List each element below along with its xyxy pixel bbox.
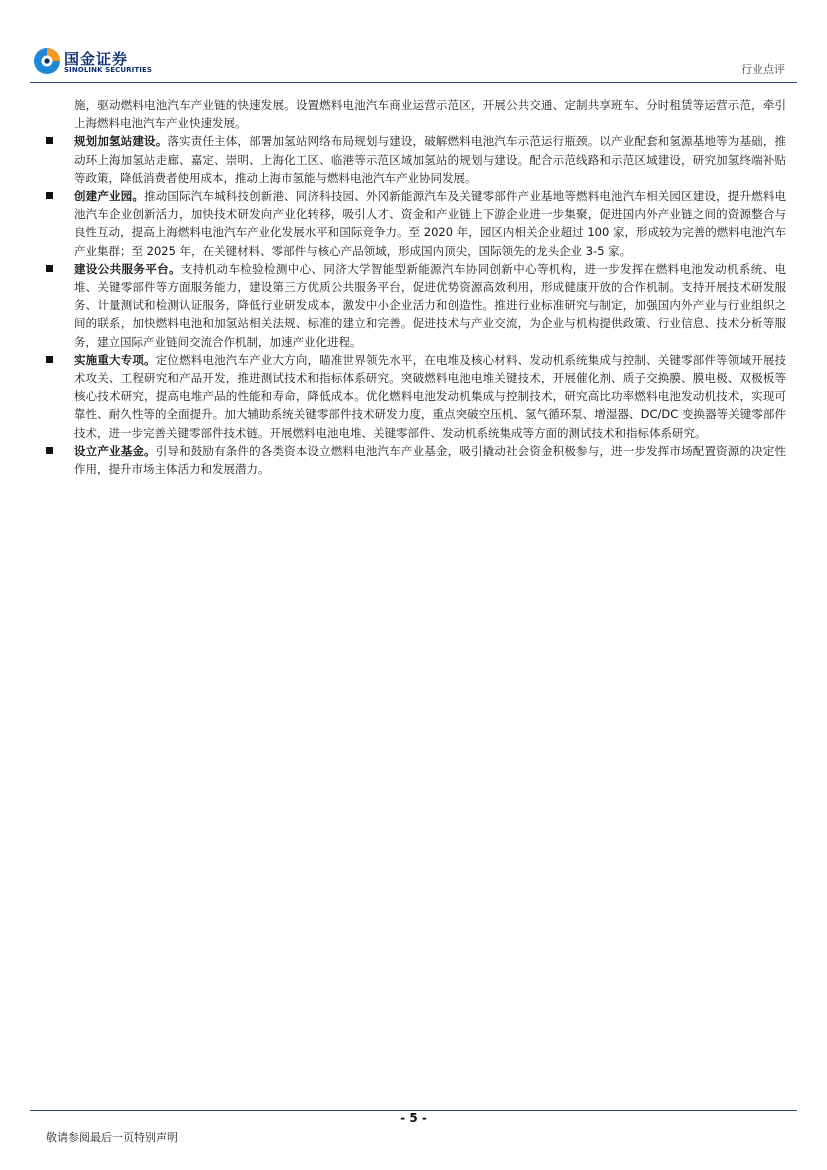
disclaimer-note: 敬请参阅最后一页特别声明 [46, 1131, 178, 1144]
logo-mark-icon [33, 47, 61, 75]
list-item-industrial-park [46, 187, 786, 260]
item-text: 推动国际汽车城科技创新港、同济科技园、外冈新能源汽车及关键零部件产业基地等燃料电池汽车相关园区建设，提升燃料电池汽车企业创新活力，加快技术研发向产业化转移，吸引人才、资金和产业链上下游企业进一步集聚，促进国内外产业链之间的资源整合与良性互动，提高上海燃料电池汽车产业化发展水平和国际竞争力。至 2020 年，园区内相关企业超过 100 家，形成较为完善的燃料电池汽车产业集群；至 2025 年，在关键材料、零部件与核心产品领域，形成国内顶尖，国际领先的龙头企业 3-5 家。 [74, 189, 787, 258]
list-item-public-service-platform [46, 260, 786, 351]
item-text: 引导和鼓励有条件的各类资本设立燃料电池汽车产业基金，吸引撬动社会资金积极参与，进一步发挥市场配置资源的决定性作用，提升市场主体活力和发展潜力。 [74, 443, 787, 477]
logo-chinese-name: 国金证券 [64, 50, 129, 68]
square-bullet-icon [46, 192, 53, 199]
item-title: 实施重大专项。 [74, 352, 156, 367]
lead-paragraph: 施，驱动燃料电池汽车产业链的快速发展。设置燃料电池汽车商业运营示范区，开展公共交通、定制共享班车、分时租赁等运营示范，牵引上海燃料电池汽车产业快速发展。 [74, 98, 786, 131]
page-body [46, 96, 786, 478]
page-header [0, 0, 827, 82]
item-title: 规划加氢站建设。 [74, 134, 168, 149]
logo-english-name: SINOLINK SECURITIES [64, 66, 152, 74]
item-text: 落实责任主体，部署加氢站网络布局规划与建设，破解燃料电池汽车示范运行瓶颈。以产业配套和氢源基地等为基础，推动环上海加氢站走廊、嘉定、崇明、上海化工区、临港等示范区域加氢站的规划与建设。配合示范线路和示范区域建设，研究加氢终端补贴等政策，降低消费者使用成本，推动上海市氢能与燃料电池汽车产业协同发展。 [74, 134, 786, 185]
square-bullet-icon [46, 265, 53, 272]
company-logo [33, 47, 153, 79]
square-bullet-icon [46, 356, 53, 363]
item-text: 定位燃料电池汽车产业大方向，瞄准世界领先水平，在电堆及核心材料、发动机系统集成与控制、关键零部件等领域开展技术攻关、工程研究和产品开发，推进测试技术和指标体系研究。突破燃料电池电堆关键技术，开展催化剂、质子交换膜、膜电极、双极板等核心技术研究，提高电堆产品的性能和寿命，降低成本。优化燃料电池发动机集成与控制技术，研究高比功率燃料电池发动机技术，实现可靠性、耐久性等的全面提升。加大辅助系统关键零部件技术研发力度，重点突破空压机、氢气循环泵、增湿器、DC/DC 变换器等关键零部件技术，进一步完善关键零部件技术链。开展燃料电池电堆、关键零部件、发动机系统集成等方面的测试技术和指标体系研究。 [74, 352, 787, 440]
item-title: 建设公共服务平台。 [74, 261, 181, 276]
item-title: 创建产业园。 [74, 189, 145, 204]
square-bullet-icon [46, 137, 53, 144]
item-text: 支持机动车检验检测中心、同济大学智能型新能源汽车协同创新中心等机构，进一步发挥在燃料电池发动机系统、电堆、关键零部件等方面服务能力，建设第三方优质公共服务平台，促进优势资源高效利用，形成健康开放的合作机制。支持开展技术研发服务、计量测试和检测认证服务，降低行业研发成本，激发中小企业活力和创造性。推进行业标准研究与制定，加强国内外产业与行业组织之间的联系，加快燃料电池和加氢站相关法规、标准的建立和完善。促进技术与产业交流，为企业与机构提供政策、行业信息、技术分析等服务，建立国际产业链间交流合作机制，加速产业化进程。 [74, 261, 786, 349]
list-item-hydrogen-stations [46, 132, 786, 187]
list-item-major-projects [46, 351, 786, 442]
square-bullet-icon [46, 447, 53, 454]
page-number: - 5 - [400, 1111, 427, 1125]
item-title: 设立产业基金。 [74, 443, 156, 458]
header-divider [30, 82, 797, 83]
list-item-industry-fund [46, 442, 786, 478]
document-type-label: 行业点评 [741, 63, 785, 76]
